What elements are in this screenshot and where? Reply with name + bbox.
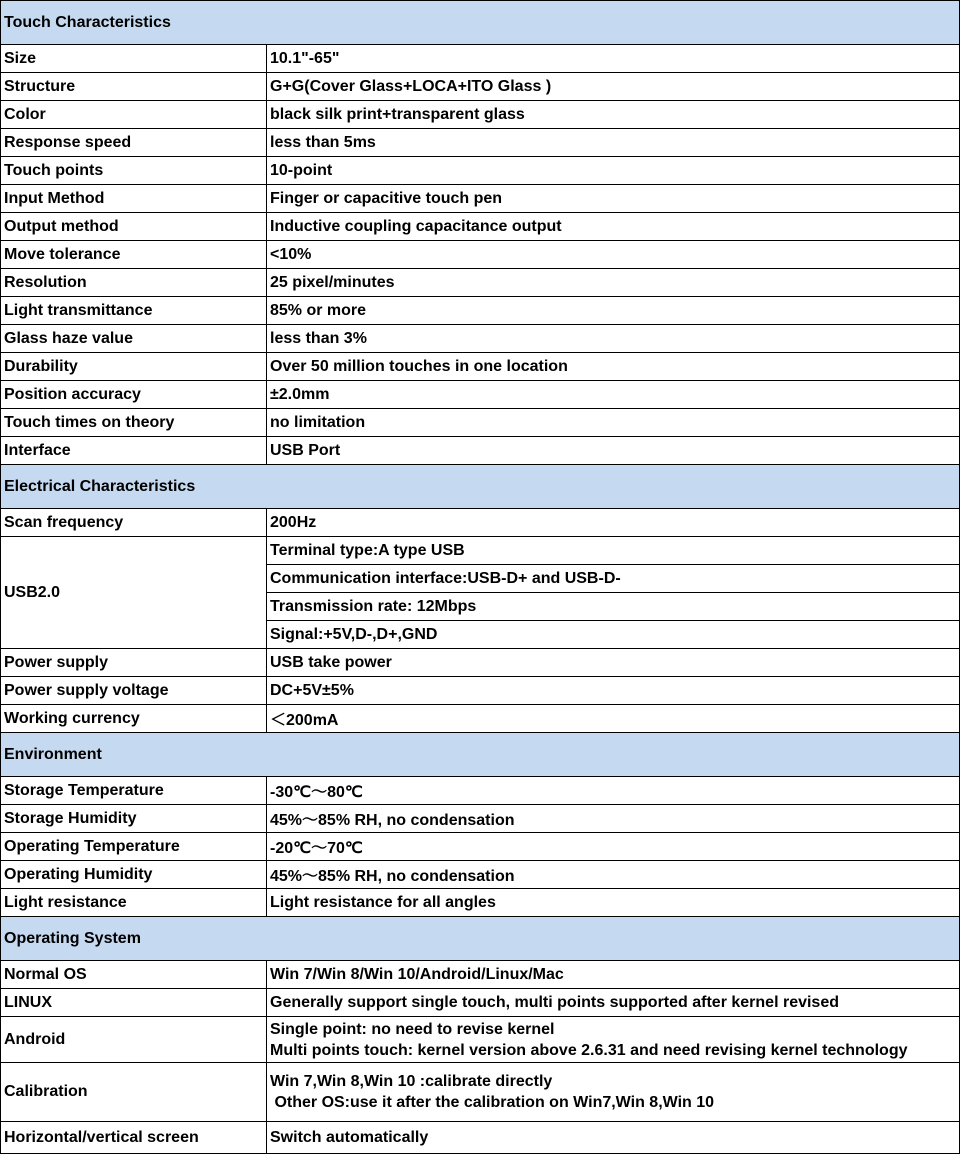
- spec-value: G+G(Cover Glass+LOCA+ITO Glass ): [267, 73, 960, 101]
- spec-value: no limitation: [267, 409, 960, 437]
- spec-value: less than 5ms: [267, 129, 960, 157]
- spec-value: Generally support single touch, multi points supported after kernel revised: [267, 989, 960, 1017]
- spec-row-horizontal-vertical-screen: [1, 1122, 960, 1154]
- section-title: Environment: [1, 733, 960, 777]
- section-title: Touch Characteristics: [1, 1, 960, 45]
- spec-label: Interface: [1, 437, 267, 465]
- spec-row-operating-temperature: [1, 833, 960, 861]
- spec-row-android: [1, 1017, 960, 1063]
- spec-value-line: Single point: no need to revise kernel: [270, 1020, 555, 1038]
- spec-label: Normal OS: [1, 961, 267, 989]
- spec-value: 85% or more: [267, 297, 960, 325]
- spec-label: Touch points: [1, 157, 267, 185]
- spec-row-storage-temperature: [1, 777, 960, 805]
- spec-row-response-speed: [1, 129, 960, 157]
- spec-value-line: Other OS:use it after the calibration on Win7,Win 8,Win 10: [270, 1094, 715, 1111]
- spec-value: USB Port: [267, 437, 960, 465]
- spec-row-light-resistance: [1, 889, 960, 917]
- spec-row-normal-os: [1, 961, 960, 989]
- spec-label: Operating Humidity: [1, 861, 267, 889]
- spec-label: Position accuracy: [1, 381, 267, 409]
- spec-row-power-supply-voltage: [1, 677, 960, 705]
- spec-value: Light resistance for all angles: [267, 889, 960, 917]
- spec-row-power-supply: [1, 649, 960, 677]
- spec-value: Switch automatically: [267, 1122, 960, 1154]
- spec-row-working-currency: [1, 705, 960, 733]
- spec-value: USB take power: [267, 649, 960, 677]
- spec-row-interface: [1, 437, 960, 465]
- spec-value: [267, 1017, 960, 1063]
- spec-label: Touch times on theory: [1, 409, 267, 437]
- spec-label: Input Method: [1, 185, 267, 213]
- spec-row-glass-haze-value: [1, 325, 960, 353]
- section-title: Electrical Characteristics: [1, 465, 960, 509]
- section-title: Operating System: [1, 917, 960, 961]
- spec-value: 200Hz: [267, 509, 960, 537]
- spec-value: Over 50 million touches in one location: [267, 353, 960, 381]
- spec-value: less than 3%: [267, 325, 960, 353]
- spec-row-color: [1, 101, 960, 129]
- spec-row-touch-points: [1, 157, 960, 185]
- section-header-row: [1, 733, 960, 777]
- spec-label: Size: [1, 45, 267, 73]
- spec-value: ＜200mA: [267, 705, 960, 733]
- spec-label: Operating Temperature: [1, 833, 267, 861]
- spec-row-storage-humidity: [1, 805, 960, 833]
- spec-value: [267, 1063, 960, 1122]
- spec-value: <10%: [267, 241, 960, 269]
- spec-value: black silk print+transparent glass: [267, 101, 960, 129]
- spec-value-line: Win 7,Win 8,Win 10 :calibrate directly: [270, 1073, 553, 1090]
- section-header-row: [1, 917, 960, 961]
- spec-label: Structure: [1, 73, 267, 101]
- spec-label: Power supply: [1, 649, 267, 677]
- spec-row-size: [1, 45, 960, 73]
- spec-label: Durability: [1, 353, 267, 381]
- spec-label: USB2.0: [1, 537, 267, 649]
- spec-label: Storage Temperature: [1, 777, 267, 805]
- section-header-row: [1, 465, 960, 509]
- spec-value: 25 pixel/minutes: [267, 269, 960, 297]
- spec-row-resolution: [1, 269, 960, 297]
- spec-label: Working currency: [1, 705, 267, 733]
- spec-row-operating-humidity: [1, 861, 960, 889]
- spec-row-structure: [1, 73, 960, 101]
- spec-value: 10.1"-65": [267, 45, 960, 73]
- spec-label: Response speed: [1, 129, 267, 157]
- spec-label: Move tolerance: [1, 241, 267, 269]
- spec-label: Glass haze value: [1, 325, 267, 353]
- spec-value-line: Multi points touch: kernel version above 2.6.31 and need revising kernel technology: [270, 1041, 908, 1059]
- spec-label: Light resistance: [1, 889, 267, 917]
- spec-label: Scan frequency: [1, 509, 267, 537]
- spec-row-move-tolerance: [1, 241, 960, 269]
- spec-value: Transmission rate: 12Mbps: [267, 593, 960, 621]
- spec-value: Win 7/Win 8/Win 10/Android/Linux/Mac: [267, 961, 960, 989]
- spec-label: LINUX: [1, 989, 267, 1017]
- spec-value: Inductive coupling capacitance output: [267, 213, 960, 241]
- spec-value: -20℃～70℃: [267, 833, 960, 861]
- spec-value: 10-point: [267, 157, 960, 185]
- spec-row-light-transmittance: [1, 297, 960, 325]
- spec-label: Calibration: [1, 1063, 267, 1122]
- spec-value: Terminal type:A type USB: [267, 537, 960, 565]
- spec-value: ±2.0mm: [267, 381, 960, 409]
- spec-row-linux: [1, 989, 960, 1017]
- spec-row-usb2-0-line: [1, 537, 960, 565]
- spec-table-body: [1, 1, 960, 1154]
- spec-value: DC+5V±5%: [267, 677, 960, 705]
- spec-value: Finger or capacitive touch pen: [267, 185, 960, 213]
- spec-label: Output method: [1, 213, 267, 241]
- spec-row-scan-frequency: [1, 509, 960, 537]
- spec-label: Power supply voltage: [1, 677, 267, 705]
- spec-row-output-method: [1, 213, 960, 241]
- section-header-row: [1, 1, 960, 45]
- spec-value: Signal:+5V,D-,D+,GND: [267, 621, 960, 649]
- spec-value: 45%～85% RH, no condensation: [267, 805, 960, 833]
- spec-label: Resolution: [1, 269, 267, 297]
- spec-label: Storage Humidity: [1, 805, 267, 833]
- spec-value: -30℃～80℃: [267, 777, 960, 805]
- spec-label: Light transmittance: [1, 297, 267, 325]
- spec-row-input-method: [1, 185, 960, 213]
- spec-label: Color: [1, 101, 267, 129]
- spec-value: Communication interface:USB-D+ and USB-D-: [267, 565, 960, 593]
- spec-row-calibration: [1, 1063, 960, 1122]
- spec-label: Android: [1, 1017, 267, 1063]
- spec-label: Horizontal/vertical screen: [1, 1122, 267, 1154]
- spec-row-position-accuracy: [1, 381, 960, 409]
- spec-row-durability: [1, 353, 960, 381]
- spec-row-touch-times-on-theory: [1, 409, 960, 437]
- spec-value: 45%～85% RH, no condensation: [267, 861, 960, 889]
